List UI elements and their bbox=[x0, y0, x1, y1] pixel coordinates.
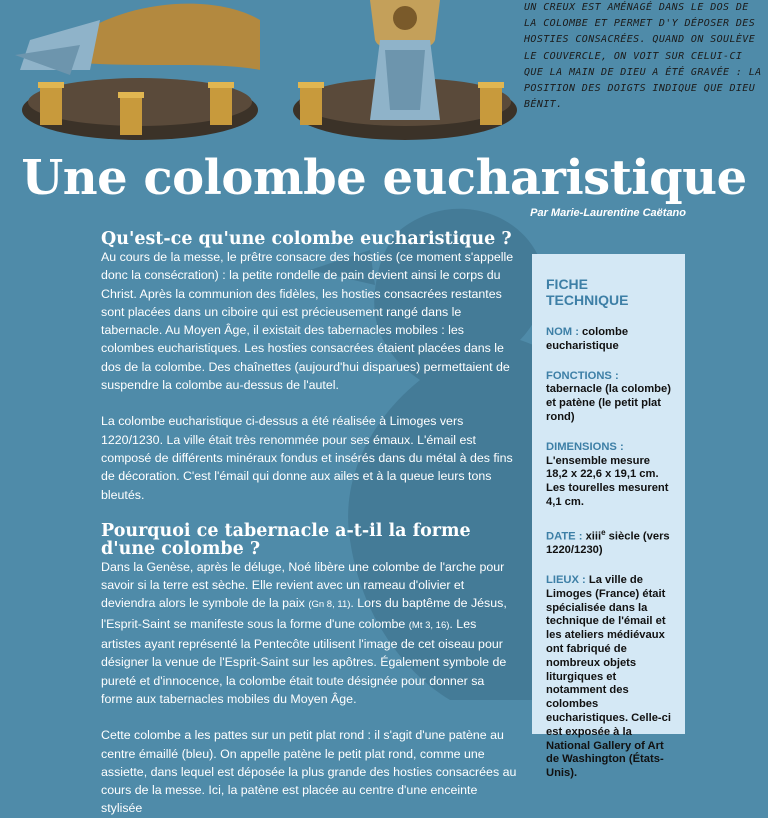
section1-heading: Qu'est-ce qu'une colombe eucharistique ? bbox=[101, 229, 512, 249]
technical-sheet-sidebar bbox=[532, 254, 685, 780]
sidebar-title: FICHE TECHNIQUE bbox=[546, 276, 629, 308]
sidebar-date: DATE : xiii$^e$ siècle (vers 1220/1230) bbox=[546, 527, 670, 557]
section2-paragraph-2: Cette colombe a les pattes sur un petit plat rond : il s'agit d'une patène au centre émaillé (bleu). On appelle patène le petit plat rond, comme une assiette, dans lequel est déposée la plus grande des hosties consacrées au cours de la messe. Ici, la patène est placée au centre d'une enceinte stylisée bbox=[101, 728, 517, 816]
section2-heading: Pourquoi ce tabernacle a-t-il la forme d'une colombe ? bbox=[101, 520, 471, 559]
sidebar-lieux: LIEUX : La ville de Limoges (France) était spécialisée dans la technique de l'émail et les ateliers médiévaux ont fabriqué de nombreux objets liturgiques et notamment des colombes eucharistiques. Celle-ci est exposée à la National Gallery of Art de Washington (États-Unis). bbox=[546, 574, 671, 780]
main-article-column bbox=[101, 230, 519, 818]
dove-photo-back bbox=[290, 0, 520, 148]
page-title: Une colombe eucharistique bbox=[21, 150, 747, 206]
sidebar-fonctions: FONCTIONS : tabernacle (la colombe) et patène (le petit plat rond) bbox=[546, 369, 671, 423]
photo-caption: UN CREUX EST AMÉNAGÉ DANS LE DOS DE LA COLOMBE ET PERMET D'Y DÉPOSER DES HOSTIES CONSACRÉES. QUAND ON SOULÈVE LE COUVERCLE, ON VOIT SUR CELUI-CI QUE LA MAIN DE DIEU A ÉTÉ GRAVÉE : LA POSITION DES DOIGTS INDIQUE QUE DIEU BÉNIT. bbox=[524, 2, 762, 111]
sidebar-dimensions: DIMENSIONS : L'ensemble mesure 18,2 x 22,6 x 19,1 cm. Les tourelles mesurent 4,1 cm. bbox=[546, 440, 669, 508]
dove-photo-side bbox=[10, 0, 265, 148]
bible-reference-genesis: (Gn 8, 11) bbox=[308, 599, 351, 611]
section1-paragraph-2: La colombe eucharistique ci-dessus a été réalisée à Limoges vers 1220/1230. La ville était très renommée pour ses émaux. L'émail est composé de différents minéraux fondus et insérés dans du métal à des fins de décoration. C'est l'émail qui donne aux ailes et à la queue leurs tons bleutés. bbox=[101, 414, 513, 502]
bible-reference-matthew: (Mt 3, 16) bbox=[408, 619, 450, 631]
author-byline: Par Marie-Laurentine Caëtano bbox=[530, 207, 686, 219]
section2-paragraph-1: Dans la Genèse, après le déluge, Noé libère une colombe de l'arche pour savoir si la terre est sèche. Elle revient avec un rameau d'olivier et deviendra alors le symbole de la paix (Gn 8, 11). Lors du baptême de Jésus, l'Esprit-Saint se manifeste sous la forme d'une colombe (Mt 3, 16). Les artistes ayant représenté la Pentecôte utilisent l'image de cet oiseau pour désigner la venue de l'Esprit-Saint sur les apôtres. Également symbole de pureté et d'innocence, la colombe était toute désignée pour donner sa forme aux tabernacles mobiles du Moyen Âge. bbox=[101, 559, 507, 706]
sidebar-nom: NOM : colombe eucharistique bbox=[546, 326, 629, 352]
section1-paragraph-1: Au cours de la messe, le prêtre consacre des hosties (ce moment s'appelle donc la consécration) : la petite rondelle de pain devient ainsi le corps du Christ. Après la communion des fidèles, les hosties consacrées restantes sont placées dans un ciboire qui est précieusement rangé dans le tabernacle. Au Moyen Âge, il existait des tabernacles mobiles : les colombes eucharistiques. Les hosties consacrées étaient placées dans le dos de la colombe. Des chaînettes (aujourd'hui disparues) permettaient de suspendre la colombe au-dessus de l'autel. bbox=[101, 250, 514, 393]
